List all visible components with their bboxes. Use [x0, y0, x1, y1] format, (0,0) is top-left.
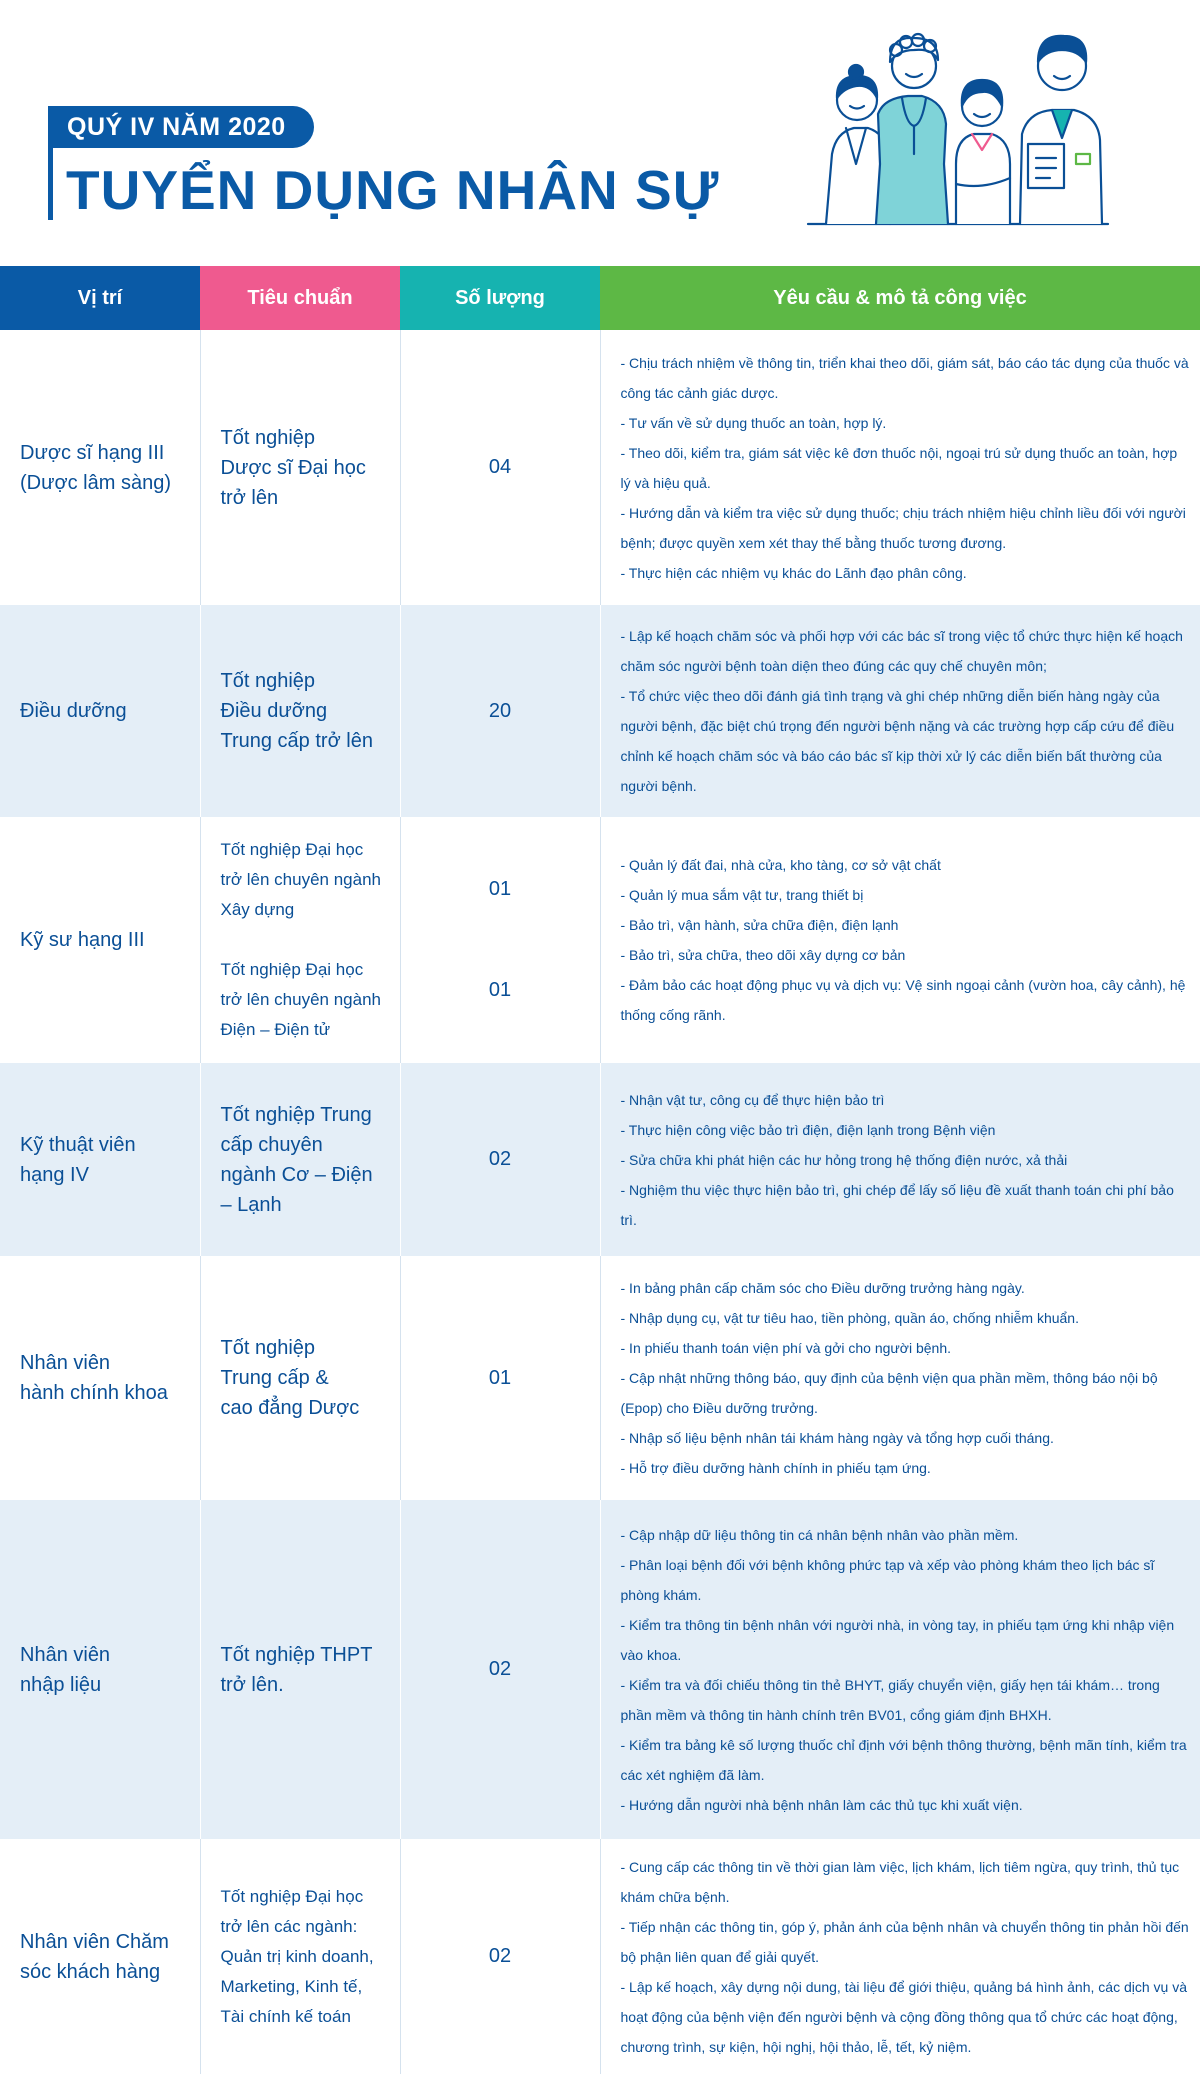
requirement-item: - Phân loại bệnh đối với bệnh không phức tạp và xếp vào phòng khám theo lịch bác sĩ phòng khám. — [620, 1556, 1155, 1603]
requirement-item: - Kiểm tra bảng kê số lượng thuốc chỉ định với bệnh thông thường, bệnh mãn tính, kiểm tra các xét nghiệm đã làm. — [620, 1736, 1187, 1783]
standard-cell: Tốt nghiệp Trung cấp chuyên ngành Cơ – Điện – Lạnh — [200, 1063, 400, 1256]
requirement-item: - Tư vấn về sử dụng thuốc an toàn, hợp lý. — [620, 414, 887, 431]
standard-option: Tốt nghiệp Đại học trở lên chuyên ngành Xây dựng — [220, 840, 381, 919]
requirement-item: - Cập nhật những thông báo, quy định của bệnh viện qua phần mềm, thông báo nội bộ (Epop) cho Điều dưỡng trưởng. — [620, 1370, 1158, 1416]
requirement-item: - Lập kế hoạch chăm sóc và phối hợp với các bác sĩ trong việc tổ chức thực hiện kế hoạch chăm sóc người bệnh toàn diện theo đúng các quy chế chuyên môn; — [620, 628, 1183, 674]
requirement-item: - Nhập dụng cụ, vật tư tiêu hao, tiền phòng, quần áo, chống nhiễm khuẩn. — [620, 1310, 1079, 1326]
requirement-item: - Thực hiện công việc bảo trì điện, điện lạnh trong Bệnh viện — [620, 1121, 996, 1138]
requirement-item: - Chịu trách nhiệm về thông tin, triển khai theo dõi, giám sát, báo cáo tác dụng của thuốc và công tác cảnh giác dược. — [620, 354, 1189, 401]
table-row — [0, 605, 1200, 817]
requirement-item: - Sửa chữa khi phát hiện các hư hỏng trong hệ thống điện nước, xả thải — [620, 1151, 1068, 1168]
requirement-item: - Theo dõi, kiểm tra, giám sát việc kê đơn thuốc nội, ngoại trú sử dụng thuốc an toàn, hợp lý và hiệu quả. — [620, 444, 1178, 491]
requirements-cell — [600, 330, 1200, 605]
quantity-value: 01 — [488, 979, 512, 1001]
table-row — [0, 817, 1200, 1063]
page-title: TUYỂN DỤNG NHÂN SỰ — [66, 159, 720, 221]
table-row — [0, 1063, 1200, 1256]
quantity-cell: 01 — [400, 1256, 600, 1500]
requirement-item: - Hướng dẫn và kiểm tra việc sử dụng thuốc; chịu trách nhiệm hiệu chỉnh liều đối với người bệnh; được quyền xem xét thay thế bằng thuốc tương đương. — [620, 504, 1186, 551]
requirement-item: - Thực hiện các nhiệm vụ khác do Lãnh đạo phân công. — [620, 564, 967, 581]
position-cell: Dược sĩ hạng III (Dược lâm sàng) — [20, 441, 171, 494]
column-header-standard: Tiêu chuẩn — [200, 266, 400, 330]
column-header-position: Vị trí — [0, 266, 200, 330]
position-cell: Nhân viên nhập liệu — [0, 1500, 200, 1839]
requirement-item: - Kiểm tra và đối chiếu thông tin thẻ BHYT, giấy chuyển viện, giấy hẹn tái khám… trong phần mềm và thông tin hành chính trên BV01, cổng giám định BHXH. — [620, 1676, 1160, 1723]
medical-staff-illustration — [806, 14, 1110, 228]
table-row — [0, 1256, 1200, 1500]
requirement-item: - In bảng phân cấp chăm sóc cho Điều dưỡng trưởng hàng ngày. — [620, 1280, 1025, 1296]
requirements-cell — [600, 1256, 1200, 1500]
standard-cell: Tốt nghiệp Dược sĩ Đại học trở lên — [200, 330, 400, 605]
standard-cell: Tốt nghiệp Trung cấp & cao đẳng Dược — [200, 1256, 400, 1500]
requirement-item: - Tiếp nhận các thông tin, góp ý, phản ánh của bệnh nhân và chuyển thông tin phản hồi đến bộ phận liên quan để giải quyết. — [620, 1918, 1189, 1965]
requirements-cell — [600, 605, 1200, 817]
standard-cell: Tốt nghiệp Điều dưỡng Trung cấp trở lên — [200, 605, 400, 817]
requirement-item: - Hướng dẫn người nhà bệnh nhân làm các thủ tục khi xuất viện. — [620, 1796, 1023, 1813]
requirement-item: - Quản lý đất đai, nhà cửa, kho tàng, cơ sở vật chất — [620, 857, 941, 873]
table-header-row — [0, 266, 1200, 330]
requirement-item: - Bảo trì, sửa chữa, theo dõi xây dựng cơ bản — [620, 947, 906, 963]
requirement-item: - In phiếu thanh toán viện phí và gởi cho người bệnh. — [620, 1340, 952, 1356]
standard-option: Tốt nghiệp Đại học trở lên chuyên ngành Điện – Điện tử — [220, 960, 381, 1039]
requirement-item: - Lập kế hoạch, xây dựng nội dung, tài liệu để giới thiệu, quảng bá hình ảnh, các dịch vụ và hoạt động của bệnh viện đến người bệnh và cộng đồng thông qua tổ chức các hoạt động, chương trình, sự kiện, hội nghị, hội thảo, lễ, tết, kỷ niệm. — [620, 1978, 1187, 2055]
quantity-cell: 02 — [400, 1063, 600, 1256]
quantity-cell — [400, 817, 600, 1063]
requirements-cell — [600, 817, 1200, 1063]
position-cell: Nhân viên hành chính khoa — [20, 1352, 168, 1404]
requirement-item: - Quản lý mua sắm vật tư, trang thiết bị — [620, 887, 864, 903]
requirements-cell — [600, 1500, 1200, 1839]
quarter-badge: QUÝ IV NĂM 2020 — [53, 106, 314, 148]
column-header-requirements: Yêu cầu & mô tả công việc — [600, 266, 1200, 330]
position-cell: Nhân viên Chăm sóc khách hàng — [20, 1930, 169, 1983]
standard-cell: Tốt nghiệp THPT trở lên. — [200, 1500, 400, 1839]
requirement-item: - Hỗ trợ điều dưỡng hành chính in phiếu tạm ứng. — [620, 1460, 931, 1476]
standard-cell: Tốt nghiệp Đại học trở lên các ngành: Quản trị kinh doanh, Marketing, Kinh tế, Tài chính kế toán — [200, 1839, 400, 2074]
requirements-cell — [600, 1063, 1200, 1256]
requirement-item: - Tổ chức việc theo dõi đánh giá tình trạng và ghi chép những diễn biến hàng ngày của người bệnh, đặc biệt chú trọng đến người bệnh nặng và các trường hợp cấp cứu để điều chỉnh kế hoạch chăm sóc và báo cáo bác sĩ kịp thời xử lý các diễn biến bất thường của người bệnh. — [620, 688, 1175, 794]
position-cell: Kỹ thuật viên hạng IV — [0, 1063, 200, 1256]
quantity-cell: 04 — [400, 330, 600, 605]
requirement-item: - Cập nhập dữ liệu thông tin cá nhân bệnh nhân vào phần mềm. — [620, 1526, 1019, 1543]
table-row — [0, 330, 1200, 605]
recruitment-table — [0, 266, 1200, 2074]
table-row — [0, 1500, 1200, 1839]
requirement-item: - Nhận vật tư, công cụ để thực hiện bảo trì — [620, 1091, 885, 1108]
quantity-value: 01 — [488, 878, 512, 900]
requirements-cell — [600, 1839, 1200, 2074]
column-header-quantity: Số lượng — [400, 266, 600, 330]
standard-cell — [200, 817, 400, 1063]
quantity-cell: 02 — [400, 1839, 600, 2074]
table-row — [0, 1839, 1200, 2074]
requirement-item: - Bảo trì, vận hành, sửa chữa điện, điện lạnh — [620, 917, 899, 933]
requirement-item: - Cung cấp các thông tin về thời gian làm việc, lịch khám, lịch tiêm ngừa, quy trình, thủ tục khám chữa bệnh. — [620, 1858, 1180, 1905]
position-cell: Kỹ sư hạng III — [20, 929, 145, 951]
quantity-cell: 20 — [400, 605, 600, 817]
requirement-item: - Kiểm tra thông tin bệnh nhân với người nhà, in vòng tay, in phiếu tạm ứng khi nhập viện vào khoa. — [620, 1616, 1175, 1663]
quantity-cell: 02 — [400, 1500, 600, 1839]
requirement-item: - Nhập số liệu bệnh nhân tái khám hàng ngày và tổng hợp cuối tháng. — [620, 1430, 1054, 1446]
position-cell: Điều dưỡng — [0, 605, 200, 817]
requirement-item: - Đảm bảo các hoạt động phục vụ và dịch vụ: Vệ sinh ngoại cảnh (vườn hoa, cây cảnh), hệ thống cống rãnh. — [620, 977, 1186, 1023]
requirement-item: - Nghiệm thu việc thực hiện bảo trì, ghi chép để lấy số liệu đề xuất thanh toán chi phí bảo trì. — [620, 1181, 1174, 1228]
page-header — [0, 0, 1200, 266]
